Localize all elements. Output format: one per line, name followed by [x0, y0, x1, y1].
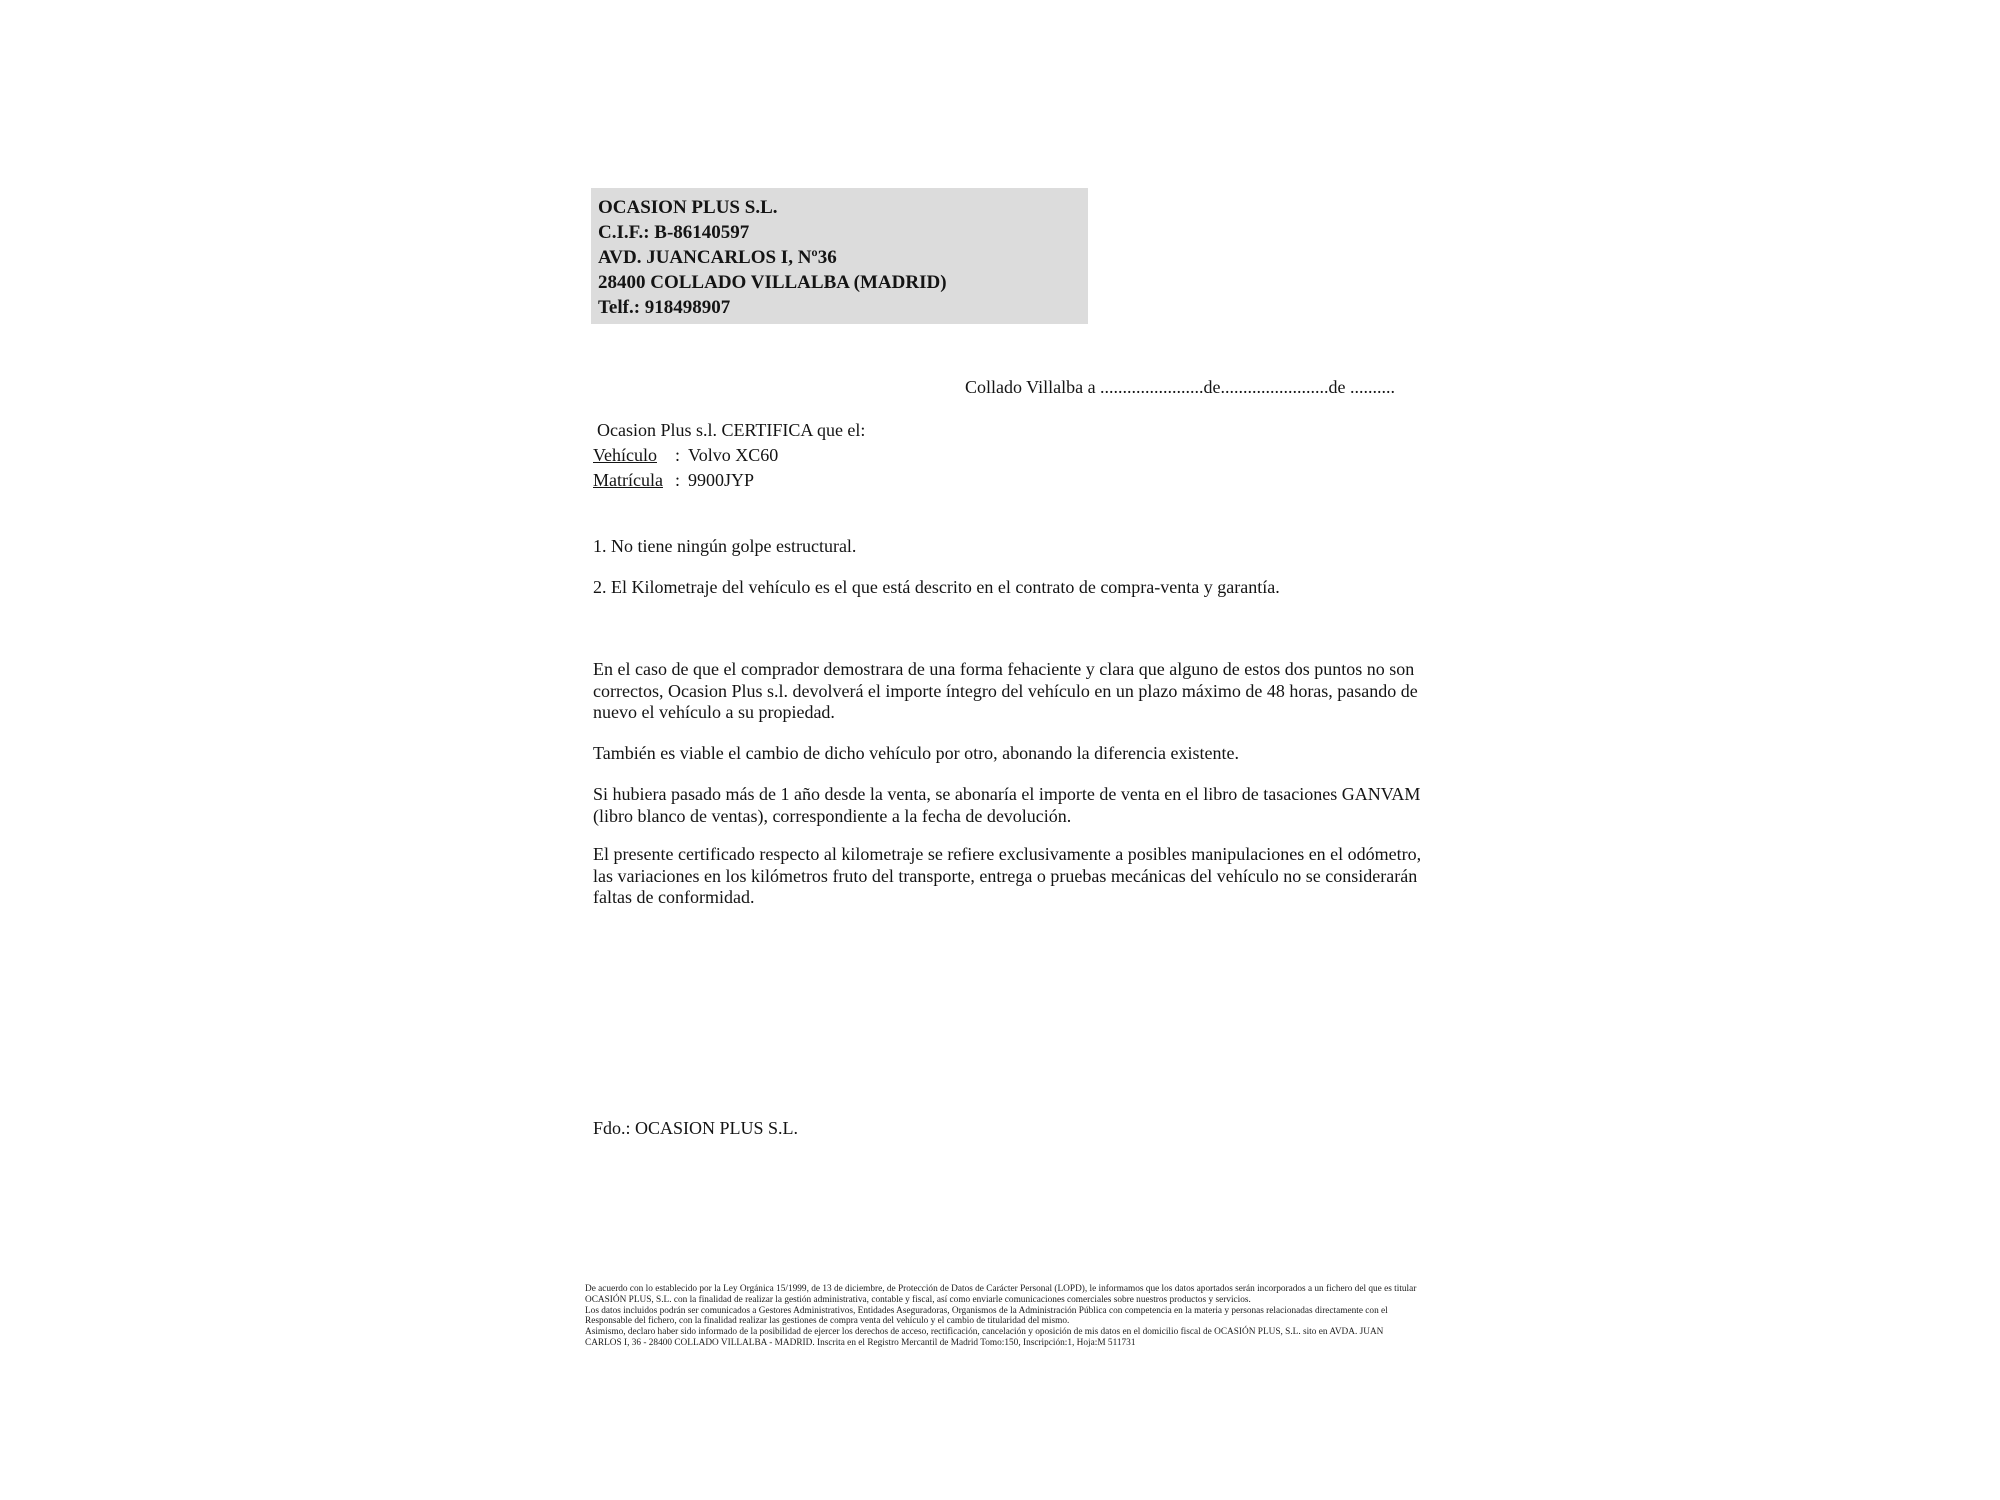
- plate-label-cell: [593, 468, 675, 493]
- date-fill-in-line: Collado Villalba a .......................de........................de ..........: [965, 377, 1396, 397]
- company-name: OCASION PLUS S.L.: [598, 197, 778, 218]
- vehicle-separator: :: [675, 445, 681, 465]
- company-address: AVD. JUANCARLOS I, Nº36: [598, 247, 837, 268]
- company-header-box: [591, 188, 1088, 324]
- paragraph-exchange-option: También es viable el cambio de dicho vehículo por otro, abonando la diferencia existente.: [593, 743, 1240, 763]
- vehicle-value: Volvo XC60: [688, 445, 779, 465]
- signature-line: Fdo.: OCASION PLUS S.L.: [593, 1118, 799, 1138]
- clause-structural: 1. No tiene ningún golpe estructural.: [593, 536, 857, 556]
- legal-line: Responsable del fichero, con la finalidad realizar las gestiones de compra venta del vehículo y el cambio de titularidad del mismo.: [585, 1316, 1070, 1327]
- paragraph-ganvam-valuation: Si hubiera pasado más de 1 año desde la venta, se abonaría el importe de venta en el libro de tasaciones GANVAM (libro blanco de ventas), correspondiente a la fecha de devolución.: [593, 784, 1421, 826]
- legal-line: Los datos incluidos podrán ser comunicados a Gestores Administrativos, Entidades Aseguradoras, Organismos de la Administración Pública con competencia en la materia y personas relacionadas directamente con el: [585, 1305, 1388, 1316]
- certification-block: [593, 418, 865, 493]
- company-city: 28400 COLLADO VILLALBA (MADRID): [598, 272, 947, 293]
- company-phone: Telf.: 918498907: [598, 297, 731, 318]
- paragraph-refund-policy: En el caso de que el comprador demostrara de una forma fehaciente y clara que alguno de estos dos puntos no son correctos, Ocasion Plus s.l. devolverá el importe íntegro del vehículo en un plazo máximo de 48 horas, pasando de nuevo el vehículo a su propiedad.: [593, 659, 1418, 722]
- legal-line: CARLOS I, 36 - 28400 COLLADO VILLALBA - MADRID. Inscrita en el Registro Mercantil de Madrid Tomo:150, Inscripción:1, Hoja:M 511731: [585, 1337, 1136, 1348]
- company-cif: C.I.F.: B-86140597: [598, 222, 750, 243]
- plate-separator: :: [675, 470, 681, 490]
- clause-mileage: 2. El Kilometraje del vehículo es el que está descrito en el contrato de compra-venta y garantía.: [593, 577, 1280, 597]
- vehicle-label-cell: [593, 443, 675, 468]
- plate-row: [593, 468, 865, 493]
- vehicle-row: [593, 443, 865, 468]
- legal-line: De acuerdo con lo establecido por la Ley Orgánica 15/1999, de 13 de diciembre, de Protección de Datos de Carácter Personal (LOPD), le informamos que los datos aportados serán incorporados a un fichero del que es titular: [585, 1284, 1417, 1294]
- legal-notice: [585, 1284, 1416, 1349]
- vehicle-label: Vehículo: [593, 445, 657, 465]
- legal-line: OCASIÓN PLUS, S.L. con la finalidad de realizar la gestión administrativa, contable y fiscal, así como enviarle comunicaciones comerciales sobre nuestros productos y servicios.: [585, 1294, 1251, 1305]
- plate-value: 9900JYP: [688, 470, 755, 490]
- paragraph-odometer-scope: El presente certificado respecto al kilometraje se refiere exclusivamente a posibles manipulaciones en el odómetro, las variaciones en los kilómetros fruto del transporte, entrega o pruebas mecánicas del vehículo no se considerarán faltas de conformidad.: [593, 844, 1422, 907]
- legal-line: Asimismo, declaro haber sido informado de la posibilidad de ejercer los derechos de acceso, rectificación, cancelación y oposición de mis datos en el domicilio fiscal de OCASIÓN PLUS, S.L. sito en AVDA. JUAN: [585, 1327, 1384, 1338]
- certification-intro: Ocasion Plus s.l. CERTIFICA que el:: [597, 420, 866, 440]
- plate-label: Matrícula: [593, 470, 663, 490]
